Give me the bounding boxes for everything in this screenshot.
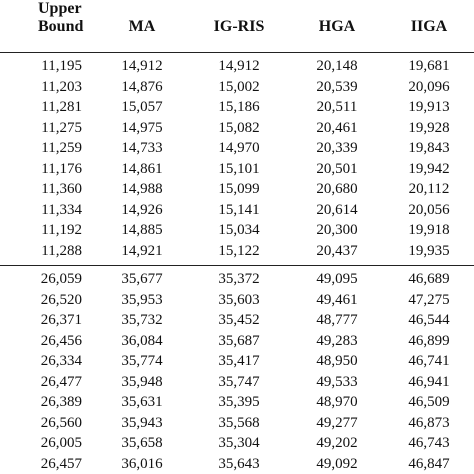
cell-upper-bound: 26,457 xyxy=(40,455,82,472)
cell-upper-bound: 26,520 xyxy=(40,291,82,308)
cell-hga: 49,283 xyxy=(316,332,358,349)
table-row xyxy=(0,97,474,118)
cell-iiga: 46,847 xyxy=(408,455,450,472)
cell-ma: 14,861 xyxy=(121,160,163,177)
cell-ma: 14,975 xyxy=(121,119,163,136)
cell-upper-bound: 26,389 xyxy=(40,394,82,411)
cell-ig-ris: 35,687 xyxy=(218,332,260,349)
table-row xyxy=(0,56,474,77)
cell-iiga: 46,941 xyxy=(408,373,450,390)
cell-hga: 49,202 xyxy=(316,435,358,452)
cell-hga: 49,533 xyxy=(316,373,358,390)
table-row xyxy=(0,159,474,180)
cell-ig-ris: 15,082 xyxy=(218,119,260,136)
table-row xyxy=(0,310,474,331)
cell-upper-bound: 11,195 xyxy=(41,58,82,75)
cell-hga: 49,092 xyxy=(316,455,358,472)
cell-ig-ris: 14,912 xyxy=(218,58,260,75)
cell-ma: 35,631 xyxy=(121,394,163,411)
cell-hga: 48,777 xyxy=(316,312,358,329)
table-body xyxy=(0,53,474,474)
cell-ma: 35,948 xyxy=(121,373,163,390)
cell-ig-ris: 35,452 xyxy=(218,312,260,329)
cell-ig-ris: 15,099 xyxy=(218,181,260,198)
table-row xyxy=(0,269,474,290)
cell-ma: 35,677 xyxy=(121,271,163,288)
cell-hga: 48,970 xyxy=(316,394,358,411)
cell-ma: 35,943 xyxy=(121,414,163,431)
cell-iiga: 19,935 xyxy=(408,242,450,259)
header-upper-bound-line1: Upper xyxy=(38,0,82,17)
table-row xyxy=(0,290,474,311)
table-row xyxy=(0,433,474,454)
cell-ma: 14,921 xyxy=(121,242,163,259)
header-hga: HGA xyxy=(290,0,384,53)
cell-upper-bound: 11,334 xyxy=(41,201,82,218)
table-row xyxy=(0,454,474,474)
cell-ig-ris: 14,970 xyxy=(218,140,260,157)
cell-hga: 20,614 xyxy=(316,201,358,218)
cell-ig-ris: 15,034 xyxy=(218,222,260,239)
cell-iiga: 46,741 xyxy=(408,353,450,370)
cell-hga: 20,437 xyxy=(316,242,358,259)
header-ig-ris: IG-RIS xyxy=(188,0,290,53)
cell-iiga: 46,873 xyxy=(408,414,450,431)
cell-ig-ris: 35,747 xyxy=(218,373,260,390)
cell-iiga: 46,743 xyxy=(408,435,450,452)
table-row xyxy=(0,372,474,393)
cell-ig-ris: 15,122 xyxy=(218,242,260,259)
cell-ma: 14,926 xyxy=(121,201,163,218)
header-upper-bound-line2: Bound xyxy=(38,18,84,35)
cell-ma: 36,016 xyxy=(121,455,163,472)
cell-upper-bound: 26,371 xyxy=(40,312,82,329)
cell-iiga: 19,918 xyxy=(408,222,450,239)
header-upper-bound xyxy=(0,0,96,53)
cell-ig-ris: 35,395 xyxy=(218,394,260,411)
cell-upper-bound: 26,560 xyxy=(40,414,82,431)
cell-hga: 20,680 xyxy=(316,181,358,198)
cell-iiga: 46,509 xyxy=(408,394,450,411)
table-row xyxy=(0,241,474,262)
cell-upper-bound: 11,288 xyxy=(41,242,82,259)
cell-iiga: 47,275 xyxy=(408,291,450,308)
cell-iiga: 20,112 xyxy=(408,181,450,198)
table-row xyxy=(0,118,474,139)
cell-upper-bound: 11,360 xyxy=(41,181,82,198)
cell-hga: 20,300 xyxy=(316,222,358,239)
cell-upper-bound: 11,176 xyxy=(41,160,82,177)
cell-ig-ris: 35,372 xyxy=(218,271,260,288)
cell-ma: 35,732 xyxy=(121,312,163,329)
header-row xyxy=(0,0,474,53)
cell-ma: 14,988 xyxy=(121,181,163,198)
table-row xyxy=(0,331,474,352)
cell-iiga: 19,843 xyxy=(408,140,450,157)
table-row xyxy=(0,413,474,434)
cell-hga: 49,095 xyxy=(316,271,358,288)
cell-ig-ris: 35,417 xyxy=(218,353,260,370)
cell-ma: 36,084 xyxy=(121,332,163,349)
cell-ig-ris: 35,643 xyxy=(218,455,260,472)
cell-iiga: 19,913 xyxy=(408,99,450,116)
cell-upper-bound: 26,477 xyxy=(40,373,82,390)
cell-iiga: 46,899 xyxy=(408,332,450,349)
table-row xyxy=(0,392,474,413)
header-ma: MA xyxy=(96,0,188,53)
cell-ig-ris: 35,603 xyxy=(218,291,260,308)
cell-hga: 20,339 xyxy=(316,140,358,157)
cell-upper-bound: 11,275 xyxy=(41,119,82,136)
cell-iiga: 20,096 xyxy=(408,78,450,95)
cell-upper-bound: 11,192 xyxy=(41,222,82,239)
cell-hga: 20,539 xyxy=(316,78,358,95)
cell-upper-bound: 26,059 xyxy=(40,271,82,288)
cell-hga: 48,950 xyxy=(316,353,358,370)
cell-ig-ris: 15,101 xyxy=(218,160,260,177)
cell-iiga: 19,681 xyxy=(408,58,450,75)
table-row xyxy=(0,179,474,200)
cell-ma: 14,733 xyxy=(121,140,163,157)
cell-hga: 49,461 xyxy=(316,291,358,308)
cell-upper-bound: 26,334 xyxy=(40,353,82,370)
cell-ma: 35,774 xyxy=(121,353,163,370)
cell-iiga: 19,942 xyxy=(408,160,450,177)
cell-ig-ris: 35,568 xyxy=(218,414,260,431)
cell-upper-bound: 11,281 xyxy=(41,99,82,116)
cell-ma: 35,953 xyxy=(121,291,163,308)
cell-upper-bound: 11,203 xyxy=(41,78,82,95)
cell-hga: 49,277 xyxy=(316,414,358,431)
cell-iiga: 46,544 xyxy=(408,312,450,329)
table-row xyxy=(0,77,474,98)
cell-iiga: 19,928 xyxy=(408,119,450,136)
cell-ig-ris: 15,186 xyxy=(218,99,260,116)
cell-hga: 20,511 xyxy=(316,99,358,116)
cell-ma: 35,658 xyxy=(121,435,163,452)
cell-ig-ris: 15,002 xyxy=(218,78,260,95)
header-iiga: IIGA xyxy=(384,0,474,53)
cell-ma: 15,057 xyxy=(121,99,163,116)
cell-upper-bound: 26,005 xyxy=(40,435,82,452)
cell-upper-bound: 11,259 xyxy=(41,140,82,157)
cell-ig-ris: 35,304 xyxy=(218,435,260,452)
table-row xyxy=(0,200,474,221)
cell-hga: 20,501 xyxy=(316,160,358,177)
cell-ma: 14,885 xyxy=(121,222,163,239)
cell-iiga: 46,689 xyxy=(408,271,450,288)
cell-hga: 20,461 xyxy=(316,119,358,136)
table-row xyxy=(0,220,474,241)
cell-ma: 14,912 xyxy=(121,58,163,75)
cell-upper-bound: 26,456 xyxy=(40,332,82,349)
cell-iiga: 20,056 xyxy=(408,201,450,218)
table-row xyxy=(0,138,474,159)
cell-ma: 14,876 xyxy=(121,78,163,95)
cell-ig-ris: 15,141 xyxy=(218,201,260,218)
table-row xyxy=(0,351,474,372)
cell-hga: 20,148 xyxy=(316,58,358,75)
